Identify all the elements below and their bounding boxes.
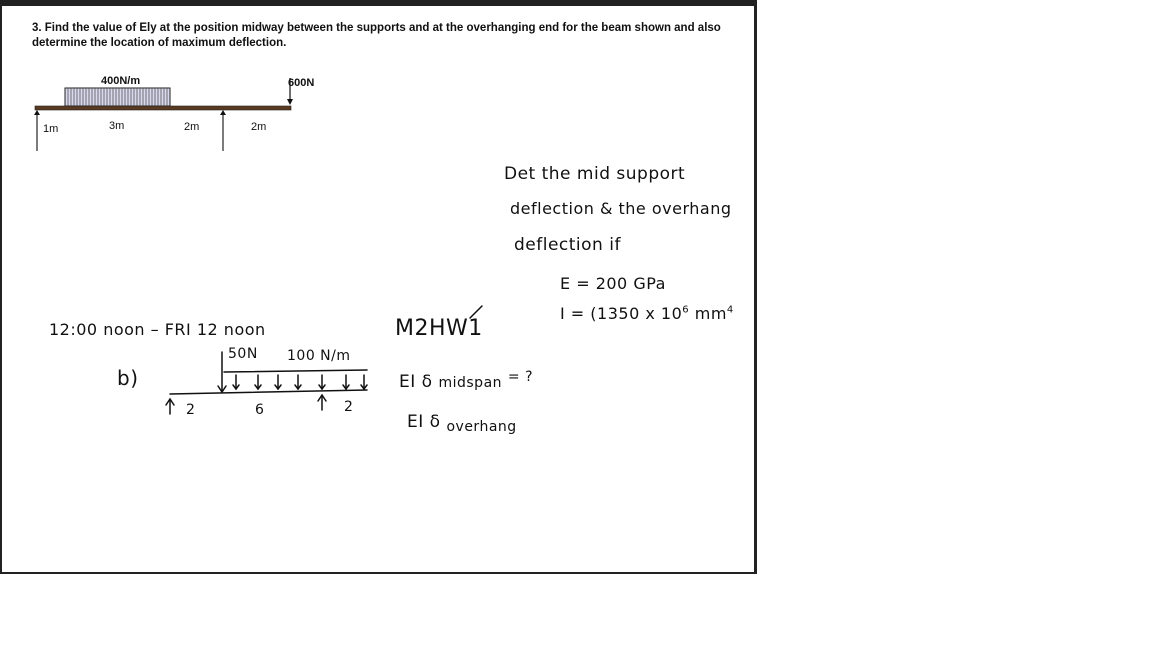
span-label-3: 2m — [184, 121, 200, 133]
udl-block — [65, 88, 170, 106]
ei-mid-prefix: EI δ — [399, 372, 433, 392]
note-part-b: b) — [117, 366, 139, 390]
ei-mid-suffix: midspan — [438, 375, 503, 391]
span-label-2: 3m — [109, 120, 125, 132]
i-value-text: I = (1350 x 10 — [560, 304, 683, 323]
ei-mid-equals: = ? — [507, 369, 534, 385]
note-dim-left: 2 — [186, 402, 196, 418]
note-udl-100: 100 N/m — [287, 348, 351, 364]
note-ei-overhang — [407, 412, 517, 435]
point-load-label: 600N — [288, 77, 315, 89]
note-deadline: 12:00 noon – FRI 12 noon — [49, 320, 266, 339]
span-label-1: 1m — [43, 123, 59, 135]
note-e-value: E = 200 GPa — [560, 274, 666, 293]
beam-member — [35, 106, 291, 110]
note-dim-right: 2 — [344, 399, 354, 415]
note-det-line1: Det the mid support — [504, 164, 686, 184]
problem-statement: 3. Find the value of Ely at the position midway between the supports and at the overhanging end for the beam shown and also determine the location of maximum deflection. — [32, 22, 721, 49]
note-i-value — [560, 304, 734, 323]
i-value-exponent: 6 — [682, 304, 690, 316]
note-load-50: 50N — [228, 346, 258, 362]
note-ei-midspan — [399, 369, 534, 392]
note-m2hw: M2HW1 — [395, 316, 483, 341]
ei-over-suffix: overhang — [446, 419, 517, 435]
note-det-line3: deflection if — [514, 235, 621, 255]
note-det-line2: deflection & the overhang — [510, 199, 732, 218]
note-dim-mid: 6 — [255, 402, 265, 418]
span-label-4: 2m — [251, 121, 267, 133]
i-unit-exponent: 4 — [726, 304, 734, 316]
i-value-unit: mm — [694, 304, 727, 323]
ei-over-prefix: EI δ — [407, 412, 441, 432]
udl-label: 400N/m — [101, 75, 141, 87]
